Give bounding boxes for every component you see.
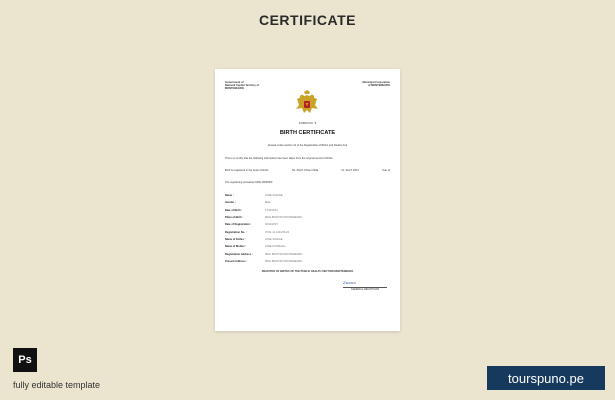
field-row xyxy=(225,258,390,265)
photoshop-icon: Ps xyxy=(13,348,37,372)
header-right-line: of MONTENEGRO xyxy=(367,84,390,87)
field-value: MNG BASTOM MONTENEGRO xyxy=(265,216,303,220)
field-value: JANE SAVAGE xyxy=(265,237,283,241)
field-value: JANE SAVAGE xyxy=(265,194,283,198)
entry-cell: No. 04/27 Ohram 004a xyxy=(291,169,319,172)
document-subtitle: (Issued under section 12 of the Registration of Births and Deaths Act) xyxy=(267,144,348,147)
coat-of-arms-icon xyxy=(293,89,321,117)
form-number: FORM NO. 5 xyxy=(298,121,317,125)
register-footer: REGISTER OF BIRTHS OF THE PUBLIC HEALTH SECTION MONTENEGRO xyxy=(261,270,354,273)
entry-row xyxy=(225,169,390,172)
header-right xyxy=(340,81,390,87)
field-value: MNG BASTOM MONTENEGRO xyxy=(265,259,303,263)
header-left-line: National Capital Territory of xyxy=(225,84,259,87)
field-row xyxy=(225,250,390,257)
field-row xyxy=(225,236,390,243)
field-label: Name of Father : xyxy=(225,237,246,241)
field-label: Name of Mother : xyxy=(225,245,247,249)
document-title: BIRTH CERTIFICATE xyxy=(279,130,336,136)
registration-procedure: The registering procedure MNG 0000000 xyxy=(225,181,273,184)
template-caption: fully editable template xyxy=(13,380,101,390)
field-label: Registration No. : xyxy=(225,230,247,234)
field-label: Place of Birth : xyxy=(225,216,244,220)
header-left-line: Government of xyxy=(225,81,244,84)
entry-cell: Year of xyxy=(381,169,390,172)
signature: Zuana xyxy=(343,280,356,285)
page-title: CERTIFICATE xyxy=(258,12,356,28)
brand-logo: tourspuno.pe xyxy=(487,366,605,390)
field-value: 07/21-11 1234-56-22 xyxy=(265,230,290,234)
field-value: 02/11/2015 xyxy=(265,223,278,227)
field-label: Name : xyxy=(225,194,234,198)
field-row xyxy=(225,221,390,228)
field-row xyxy=(225,228,390,235)
certify-statement: This is to certify that the following information has been taken from the original record of births. xyxy=(225,157,334,160)
header-right-line: Municipal Corporation xyxy=(362,81,390,84)
field-label: Date of Registration : xyxy=(225,223,252,227)
signature-caption: GENERAL REGISTRAR xyxy=(350,288,380,291)
field-row xyxy=(225,214,390,221)
field-row xyxy=(225,192,390,199)
field-row xyxy=(225,207,390,214)
field-label: Registration Address : xyxy=(225,252,253,256)
field-row xyxy=(225,243,390,250)
field-label: Present Address : xyxy=(225,259,248,263)
field-value: 17/11/2014 xyxy=(265,208,278,212)
certificate-document xyxy=(215,69,400,331)
header-left-line: MONTENEGRO xyxy=(225,87,244,90)
field-value: JANE KURSHALL xyxy=(265,245,287,249)
field-label: Date of Birth : xyxy=(225,208,243,212)
entry-cell: Birth is registered in the book of births xyxy=(225,169,269,172)
field-label: Gender : xyxy=(225,201,236,205)
field-value: MNG BASTOM MONTENEGRO xyxy=(265,252,303,256)
header-left xyxy=(225,81,285,90)
fields-list xyxy=(225,192,390,265)
field-value: Male xyxy=(265,201,271,205)
field-row xyxy=(225,199,390,206)
entry-cell: Nr. 21/27 2004 xyxy=(341,169,359,172)
